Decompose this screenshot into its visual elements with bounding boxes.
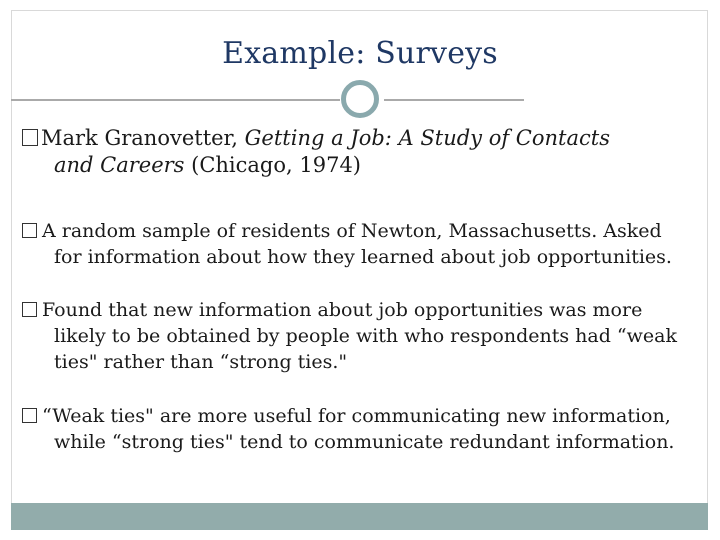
bullet-text: while “strong ties" tend to communicate redundant information. xyxy=(54,431,675,453)
bullet-text-italic: and Careers xyxy=(54,153,185,177)
ring-icon xyxy=(341,80,379,118)
bullet-text: A random sample of residents of Newton, Massachusetts. Asked xyxy=(42,220,662,242)
bullet-item xyxy=(22,125,692,179)
bullet-item xyxy=(22,403,692,455)
bullet-text: Mark Granovetter, xyxy=(41,126,245,150)
bullet-item xyxy=(22,297,692,375)
bullet-text: for information about how they learned about job opportunities. xyxy=(54,246,672,268)
bullet-line xyxy=(22,403,692,429)
title-divider-right xyxy=(384,99,524,101)
bullet-text: ties" rather than “strong ties." xyxy=(54,351,348,373)
bullet-line xyxy=(22,244,692,270)
footer-bar xyxy=(11,503,708,530)
checkbox-square-icon xyxy=(22,302,37,317)
bullet-line xyxy=(22,125,692,152)
bullet-line xyxy=(22,323,692,349)
bullet-text: (Chicago, 1974) xyxy=(184,153,361,177)
slide-title: Example: Surveys xyxy=(222,36,498,71)
bullet-line xyxy=(22,297,692,323)
title-divider-left xyxy=(11,99,340,101)
checkbox-square-icon xyxy=(22,223,37,238)
bullet-text: likely to be obtained by people with who respondents had “weak xyxy=(54,325,677,347)
bullet-line xyxy=(22,152,692,179)
bullet-line xyxy=(22,349,692,375)
bullet-item xyxy=(22,218,692,270)
bullet-line xyxy=(22,429,692,455)
bullet-text: “Weak ties" are more useful for communicating new information, xyxy=(42,405,671,427)
bullet-text-italic: Getting a Job: A Study of Contacts xyxy=(244,126,610,150)
checkbox-square-icon xyxy=(22,129,38,146)
bullet-line xyxy=(22,218,692,244)
checkbox-square-icon xyxy=(22,408,37,423)
bullet-text: Found that new information about job opportunities was more xyxy=(42,299,643,321)
